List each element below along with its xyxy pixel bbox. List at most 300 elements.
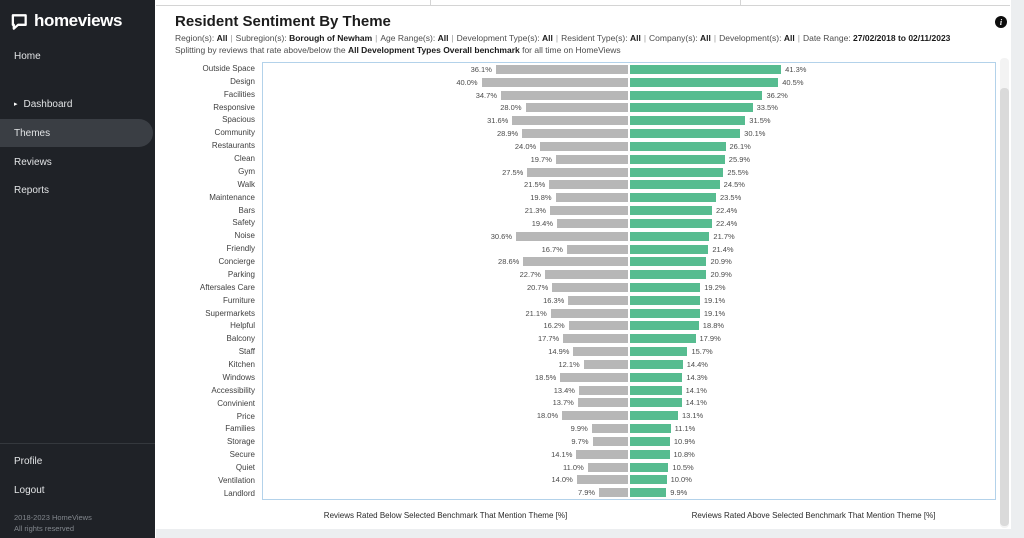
above-bar[interactable] xyxy=(630,78,778,87)
below-value-label: 34.7% xyxy=(475,90,497,100)
above-value-label: 36.2% xyxy=(766,90,788,100)
subtitle xyxy=(175,45,621,55)
sidebar-footer-line2: All rights reserved xyxy=(14,524,75,533)
below-bar[interactable] xyxy=(523,257,628,266)
x-axis-label-above: Reviews Rated Above Selected Benchmark That Mention Theme [%] xyxy=(691,511,936,520)
theme-row-supermarkets xyxy=(263,307,995,320)
below-bar[interactable] xyxy=(526,103,628,112)
above-value-label: 10.0% xyxy=(670,475,692,485)
category-label-ventilation: Ventilation xyxy=(218,475,255,485)
below-zone xyxy=(263,373,629,382)
filter-value: All xyxy=(437,33,449,43)
sidebar xyxy=(0,0,155,538)
above-zone xyxy=(629,334,995,343)
theme-row-community xyxy=(263,127,995,140)
filter-value: All xyxy=(629,33,641,43)
above-value-label: 20.9% xyxy=(710,257,732,267)
below-zone xyxy=(263,78,629,87)
below-bar[interactable] xyxy=(545,270,628,279)
category-labels-column xyxy=(156,62,262,500)
below-bar[interactable] xyxy=(549,180,628,189)
top-tab-strip xyxy=(156,0,1010,6)
filter-separator: | xyxy=(375,33,378,43)
above-bar[interactable] xyxy=(630,334,696,343)
above-zone xyxy=(629,245,995,254)
subtitle-prefix: Splitting by reviews that rate above/below the xyxy=(175,45,348,55)
above-bar[interactable] xyxy=(630,103,753,112)
below-bar[interactable] xyxy=(522,129,628,138)
below-value-label: 16.2% xyxy=(543,321,565,331)
above-bar[interactable] xyxy=(630,309,700,318)
category-label-helpful: Helpful xyxy=(230,321,255,331)
below-bar[interactable] xyxy=(557,219,628,228)
theme-row-friendly xyxy=(263,243,995,256)
above-zone xyxy=(629,142,995,151)
category-label-noise: Noise xyxy=(234,231,255,241)
below-zone xyxy=(263,309,629,318)
below-zone xyxy=(263,116,629,125)
above-zone xyxy=(629,168,995,177)
above-value-label: 14.1% xyxy=(685,385,707,395)
category-label-convinient: Convinient xyxy=(217,398,255,408)
below-zone xyxy=(263,475,629,484)
below-value-label: 28.0% xyxy=(500,103,522,113)
sidebar-item-label: Profile xyxy=(14,455,43,467)
filter-value: Borough of Newham xyxy=(289,33,373,43)
page-title: Resident Sentiment By Theme xyxy=(175,13,391,30)
above-zone xyxy=(629,155,995,164)
category-label-responsive: Responsive xyxy=(213,102,255,112)
above-zone xyxy=(629,283,995,292)
above-value-label: 9.9% xyxy=(670,488,688,498)
below-zone xyxy=(263,219,629,228)
above-bar[interactable] xyxy=(630,245,708,254)
category-label-community: Community xyxy=(214,128,255,138)
below-bar[interactable] xyxy=(573,347,628,356)
above-value-label: 23.5% xyxy=(720,193,742,203)
below-value-label: 20.7% xyxy=(526,282,549,292)
above-value-label: 22.4% xyxy=(715,218,738,228)
filter-label: Age Range(s): xyxy=(380,33,438,43)
above-value-label: 33.5% xyxy=(756,103,778,113)
filter-separator: | xyxy=(451,33,454,43)
below-zone xyxy=(263,155,629,164)
category-label-clean: Clean xyxy=(234,154,255,164)
category-label-restaurants: Restaurants xyxy=(211,141,255,151)
below-zone xyxy=(263,65,629,74)
category-label-maintenance: Maintenance xyxy=(209,192,255,202)
below-value-label: 21.5% xyxy=(524,180,546,190)
subtitle-suffix: for all time on HomeViews xyxy=(519,45,621,55)
above-value-label: 24.5% xyxy=(723,180,745,190)
theme-row-landlord xyxy=(263,486,995,499)
theme-row-staff xyxy=(263,345,995,358)
filter-summary-line xyxy=(175,33,950,43)
above-value-label: 31.5% xyxy=(749,116,771,126)
filter-label: Region(s): xyxy=(175,33,217,43)
above-bar[interactable] xyxy=(630,386,682,395)
info-icon[interactable]: i xyxy=(995,16,1007,28)
below-bar[interactable] xyxy=(560,373,628,382)
theme-row-gym xyxy=(263,166,995,179)
filter-separator: | xyxy=(713,33,717,43)
theme-row-quiet xyxy=(263,461,995,474)
sidebar-item-home[interactable] xyxy=(0,47,155,65)
above-zone xyxy=(629,232,995,241)
above-value-label: 40.5% xyxy=(782,77,804,87)
sidebar-item-label: Reviews xyxy=(14,156,52,168)
below-zone xyxy=(263,270,629,279)
above-bar[interactable] xyxy=(630,91,762,100)
below-zone xyxy=(263,283,629,292)
above-bar[interactable] xyxy=(630,475,667,484)
above-zone xyxy=(629,386,995,395)
above-value-label: 18.8% xyxy=(702,321,725,331)
below-zone xyxy=(263,193,629,202)
below-bar[interactable] xyxy=(540,142,628,151)
below-value-label: 24.0% xyxy=(514,141,537,151)
below-value-label: 9.7% xyxy=(571,436,589,446)
below-bar[interactable] xyxy=(569,321,628,330)
theme-row-windows xyxy=(263,371,995,384)
above-value-label: 14.4% xyxy=(686,359,708,369)
category-label-accessibility: Accessibility xyxy=(211,385,255,395)
category-label-outside-space: Outside Space xyxy=(202,63,255,73)
below-value-label: 21.3% xyxy=(524,206,547,216)
below-bar[interactable] xyxy=(482,78,628,87)
below-zone xyxy=(263,347,629,356)
theme-row-balcony xyxy=(263,332,995,345)
above-zone xyxy=(629,424,995,433)
theme-row-convinient xyxy=(263,397,995,410)
below-value-label: 16.7% xyxy=(541,244,563,254)
above-zone xyxy=(629,321,995,330)
above-zone xyxy=(629,116,995,125)
above-value-label: 20.9% xyxy=(710,270,732,280)
above-zone xyxy=(629,270,995,279)
below-zone xyxy=(263,245,629,254)
sidebar-item-dashboard[interactable] xyxy=(0,95,155,113)
above-zone xyxy=(629,411,995,420)
below-zone xyxy=(263,232,629,241)
filter-separator: | xyxy=(230,33,233,43)
above-bar[interactable] xyxy=(630,411,678,420)
chart-scrollbar-track[interactable] xyxy=(1000,58,1009,528)
below-value-label: 19.8% xyxy=(530,193,552,203)
below-value-label: 40.0% xyxy=(456,77,478,87)
above-zone xyxy=(629,373,995,382)
above-bar[interactable] xyxy=(630,360,683,369)
below-bar[interactable] xyxy=(576,450,628,459)
above-zone xyxy=(629,129,995,138)
homeviews-logo-icon xyxy=(10,12,29,31)
above-bar[interactable] xyxy=(630,321,699,330)
theme-row-ventilation xyxy=(263,474,995,487)
above-bar[interactable] xyxy=(630,206,712,215)
filter-separator: | xyxy=(797,33,800,43)
theme-row-facilities xyxy=(263,89,995,102)
below-bar[interactable] xyxy=(552,283,628,292)
above-value-label: 19.1% xyxy=(703,295,726,305)
below-zone xyxy=(263,488,629,497)
category-label-supermarkets: Supermarkets xyxy=(205,308,255,318)
bottom-scrollbar-area xyxy=(156,529,1011,538)
filter-value: 27/02/2018 to 02/11/2023 xyxy=(853,33,951,43)
below-bar[interactable] xyxy=(563,334,628,343)
theme-row-spacious xyxy=(263,114,995,127)
below-bar[interactable] xyxy=(599,488,628,497)
above-zone xyxy=(629,296,995,305)
above-value-label: 21.4% xyxy=(712,244,734,254)
category-label-families: Families xyxy=(225,424,255,434)
below-value-label: 13.4% xyxy=(553,385,575,395)
triangle-right-icon: ▸ xyxy=(14,101,18,108)
below-value-label: 28.9% xyxy=(496,129,519,139)
above-bar[interactable] xyxy=(630,168,723,177)
above-zone xyxy=(629,437,995,446)
filter-separator: | xyxy=(643,33,647,43)
category-label-windows: Windows xyxy=(222,372,255,382)
above-bar[interactable] xyxy=(630,116,745,125)
above-bar[interactable] xyxy=(630,347,687,356)
above-value-label: 26.1% xyxy=(729,141,751,151)
category-label-walk: Walk xyxy=(237,179,255,189)
below-bar[interactable] xyxy=(551,309,628,318)
above-value-label: 10.8% xyxy=(673,449,695,459)
above-bar[interactable] xyxy=(630,129,740,138)
category-label-spacious: Spacious xyxy=(222,115,255,125)
category-label-friendly: Friendly xyxy=(226,244,255,254)
theme-row-price xyxy=(263,409,995,422)
category-label-price: Price xyxy=(236,411,255,421)
filter-value: All xyxy=(783,33,795,43)
above-bar[interactable] xyxy=(630,65,781,74)
above-zone xyxy=(629,206,995,215)
sidebar-item-reports[interactable] xyxy=(0,181,155,199)
filter-label: Company(s): xyxy=(649,33,701,43)
category-label-staff: Staff xyxy=(238,347,255,357)
below-bar[interactable] xyxy=(579,386,628,395)
theme-row-parking xyxy=(263,268,995,281)
category-label-bars: Bars xyxy=(238,205,255,215)
above-value-label: 14.1% xyxy=(685,398,707,408)
below-zone xyxy=(263,257,629,266)
above-bar[interactable] xyxy=(630,450,670,459)
theme-row-accessibility xyxy=(263,384,995,397)
sidebar-item-profile[interactable] xyxy=(0,452,155,470)
below-bar[interactable] xyxy=(578,398,628,407)
above-value-label: 11.1% xyxy=(674,424,696,434)
above-bar[interactable] xyxy=(630,270,706,279)
category-label-storage: Storage xyxy=(226,437,255,447)
below-value-label: 7.9% xyxy=(577,488,596,498)
homeviews-logo[interactable] xyxy=(10,11,122,31)
below-value-label: 30.6% xyxy=(490,231,513,241)
above-zone xyxy=(629,91,995,100)
above-zone xyxy=(629,463,995,472)
above-bar[interactable] xyxy=(630,219,712,228)
category-label-aftersales-care: Aftersales Care xyxy=(199,282,255,292)
below-value-label: 22.7% xyxy=(519,270,541,280)
below-value-label: 14.0% xyxy=(551,475,573,485)
below-value-label: 36.1% xyxy=(470,64,492,74)
below-value-label: 28.6% xyxy=(498,257,520,267)
below-zone xyxy=(263,463,629,472)
below-bar[interactable] xyxy=(512,116,628,125)
filter-value: All xyxy=(542,33,553,43)
below-bar[interactable] xyxy=(556,155,628,164)
above-zone xyxy=(629,475,995,484)
below-bar[interactable] xyxy=(527,168,628,177)
theme-row-outside-space xyxy=(263,63,995,76)
category-label-balcony: Balcony xyxy=(226,334,255,344)
below-value-label: 13.7% xyxy=(552,398,574,408)
above-value-label: 10.9% xyxy=(673,436,696,446)
below-zone xyxy=(263,386,629,395)
category-label-concierge: Concierge xyxy=(218,257,255,267)
category-label-safety: Safety xyxy=(232,218,255,228)
above-bar[interactable] xyxy=(630,373,682,382)
category-label-landlord: Landlord xyxy=(223,488,255,498)
below-bar[interactable] xyxy=(496,65,628,74)
above-zone xyxy=(629,488,995,497)
above-bar[interactable] xyxy=(630,232,709,241)
below-zone xyxy=(263,334,629,343)
below-value-label: 19.7% xyxy=(530,154,552,164)
below-zone xyxy=(263,360,629,369)
sidebar-item-logout[interactable] xyxy=(0,481,155,499)
below-bar[interactable] xyxy=(584,360,628,369)
below-bar[interactable] xyxy=(550,206,628,215)
category-label-gym: Gym xyxy=(238,166,255,176)
above-bar[interactable] xyxy=(630,155,725,164)
above-zone xyxy=(629,65,995,74)
theme-row-noise xyxy=(263,230,995,243)
below-bar[interactable] xyxy=(556,193,628,202)
page-scrollbar[interactable] xyxy=(1011,0,1024,538)
homeviews-logo-text: homeviews xyxy=(34,11,123,30)
above-zone xyxy=(629,257,995,266)
theme-row-design xyxy=(263,76,995,89)
below-zone xyxy=(263,168,629,177)
above-zone xyxy=(629,450,995,459)
above-bar[interactable] xyxy=(630,296,700,305)
below-value-label: 14.9% xyxy=(548,347,570,357)
above-zone xyxy=(629,193,995,202)
below-value-label: 19.4% xyxy=(531,218,553,228)
below-bar[interactable] xyxy=(577,475,628,484)
above-bar[interactable] xyxy=(630,193,716,202)
above-zone xyxy=(629,219,995,228)
above-bar[interactable] xyxy=(630,283,700,292)
category-label-facilities: Facilities xyxy=(223,89,255,99)
below-zone xyxy=(263,321,629,330)
above-value-label: 25.5% xyxy=(727,167,749,177)
theme-row-maintenance xyxy=(263,191,995,204)
below-value-label: 17.7% xyxy=(537,334,560,344)
category-label-design: Design xyxy=(230,76,255,86)
below-bar[interactable] xyxy=(562,411,628,420)
below-zone xyxy=(263,437,629,446)
below-value-label: 14.1% xyxy=(551,449,573,459)
above-bar[interactable] xyxy=(630,424,671,433)
above-value-label: 14.3% xyxy=(686,372,708,382)
theme-row-helpful xyxy=(263,320,995,333)
theme-row-walk xyxy=(263,178,995,191)
below-zone xyxy=(263,180,629,189)
filter-label: Development(s): xyxy=(719,33,784,43)
below-bar[interactable] xyxy=(593,437,629,446)
below-bar[interactable] xyxy=(568,296,628,305)
above-bar[interactable] xyxy=(630,257,706,266)
below-bar[interactable] xyxy=(588,463,628,472)
below-zone xyxy=(263,91,629,100)
below-bar[interactable] xyxy=(516,232,628,241)
above-bar[interactable] xyxy=(630,142,726,151)
above-value-label: 19.1% xyxy=(703,308,726,318)
theme-row-furniture xyxy=(263,294,995,307)
theme-row-bars xyxy=(263,204,995,217)
sidebar-item-reviews[interactable] xyxy=(0,153,155,171)
above-bar[interactable] xyxy=(630,463,668,472)
theme-row-storage xyxy=(263,435,995,448)
below-bar[interactable] xyxy=(567,245,628,254)
above-bar[interactable] xyxy=(630,398,682,407)
theme-row-kitchen xyxy=(263,358,995,371)
below-value-label: 12.1% xyxy=(558,359,580,369)
above-bar[interactable] xyxy=(630,488,666,497)
category-label-secure: Secure xyxy=(229,450,255,460)
below-bar[interactable] xyxy=(592,424,628,433)
below-value-label: 18.0% xyxy=(536,411,559,421)
sidebar-footer-line1: 2018-2023 HomeViews xyxy=(14,513,92,522)
above-value-label: 17.9% xyxy=(699,334,721,344)
above-zone xyxy=(629,398,995,407)
above-zone xyxy=(629,347,995,356)
filter-value: All xyxy=(216,33,228,43)
above-bar[interactable] xyxy=(630,437,670,446)
sidebar-item-label: Home xyxy=(14,50,41,62)
below-value-label: 11.0% xyxy=(563,462,584,472)
above-zone xyxy=(629,78,995,87)
theme-row-clean xyxy=(263,153,995,166)
below-zone xyxy=(263,411,629,420)
above-zone xyxy=(629,360,995,369)
sidebar-item-label: Dashboard xyxy=(23,98,73,110)
below-bar[interactable] xyxy=(501,91,628,100)
subtitle-benchmark: All Development Types Overall benchmark xyxy=(347,45,520,55)
below-value-label: 18.5% xyxy=(535,372,557,382)
below-value-label: 31.6% xyxy=(487,116,509,126)
tab-divider xyxy=(430,0,431,6)
theme-row-aftersales-care xyxy=(263,281,995,294)
filter-label: Resident Type(s): xyxy=(561,33,630,43)
filter-label: Subregion(s): xyxy=(235,33,290,43)
theme-row-concierge xyxy=(263,255,995,268)
below-value-label: 27.5% xyxy=(502,167,524,177)
above-bar[interactable] xyxy=(630,180,720,189)
sidebar-item-themes[interactable] xyxy=(0,119,153,147)
below-zone xyxy=(263,424,629,433)
below-zone xyxy=(263,450,629,459)
above-value-label: 22.4% xyxy=(715,206,738,216)
filter-label: Date Range: xyxy=(802,33,854,43)
chart-scrollbar-thumb[interactable] xyxy=(1000,88,1009,526)
below-zone xyxy=(263,103,629,112)
below-value-label: 16.3% xyxy=(543,295,565,305)
above-value-label: 21.7% xyxy=(713,231,735,241)
below-value-label: 9.9% xyxy=(570,424,588,434)
